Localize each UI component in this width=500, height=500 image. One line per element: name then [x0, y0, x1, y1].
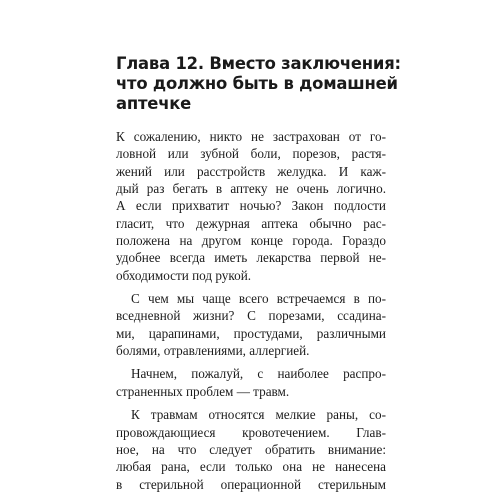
text-line: положена на другом конце города. Гораздо	[116, 233, 386, 249]
chapter-body	[116, 128, 386, 493]
text-line: удобнее всегда иметь лекарства первой не-	[116, 250, 386, 266]
text-line: Начнем, пожалуй, с наиболее распро-	[131, 366, 386, 382]
text-line: ловной или зубной боли, порезов, растя-	[116, 146, 386, 162]
chapter-title-line: Глава 12. Вместо заключения:	[116, 54, 401, 73]
text-line: в стерильной операционной стерильным	[116, 476, 386, 492]
text-line: А если прихватит ночью? Закон подлости	[116, 198, 386, 214]
paragraph-intro	[116, 128, 386, 284]
chapter-title-line: что должно быть в домашней	[116, 74, 398, 93]
paragraph-wounds	[116, 406, 386, 493]
chapter-title	[116, 54, 401, 114]
paragraph-injuries-intro	[116, 365, 386, 400]
text-line: любая рана, если только она не нанесена	[116, 459, 386, 475]
text-line: страненных проблем — травм.	[116, 383, 290, 399]
text-line: гласит, что дежурная аптека обычно рас-	[116, 215, 386, 231]
text-line: С чем мы чаще всего встречаемся в по-	[131, 291, 386, 307]
text-line: провождающиеся кровотечением. Глав-	[116, 424, 386, 440]
paragraph-everyday-problems	[116, 290, 386, 359]
text-line: К сожалению, никто не застрахован от го-	[116, 129, 386, 144]
text-line: обходимости под рукой.	[116, 267, 252, 283]
text-line: ми, царапинами, простудами, различными	[116, 325, 386, 341]
text-line: ное, на что следует обратить внимание:	[116, 441, 386, 457]
text-line: жений или расстройств желудка. И каж-	[116, 163, 386, 179]
text-line: болями, отравлениями, аллергией.	[116, 343, 310, 359]
text-line: вседневной жизни? С порезами, ссадина-	[116, 308, 386, 324]
text-line: К травмам относятся мелкие раны, со-	[131, 407, 386, 423]
text-line: дый раз бегать в аптеку не очень логично.	[116, 181, 386, 197]
chapter-title-line: аптечке	[116, 94, 192, 113]
